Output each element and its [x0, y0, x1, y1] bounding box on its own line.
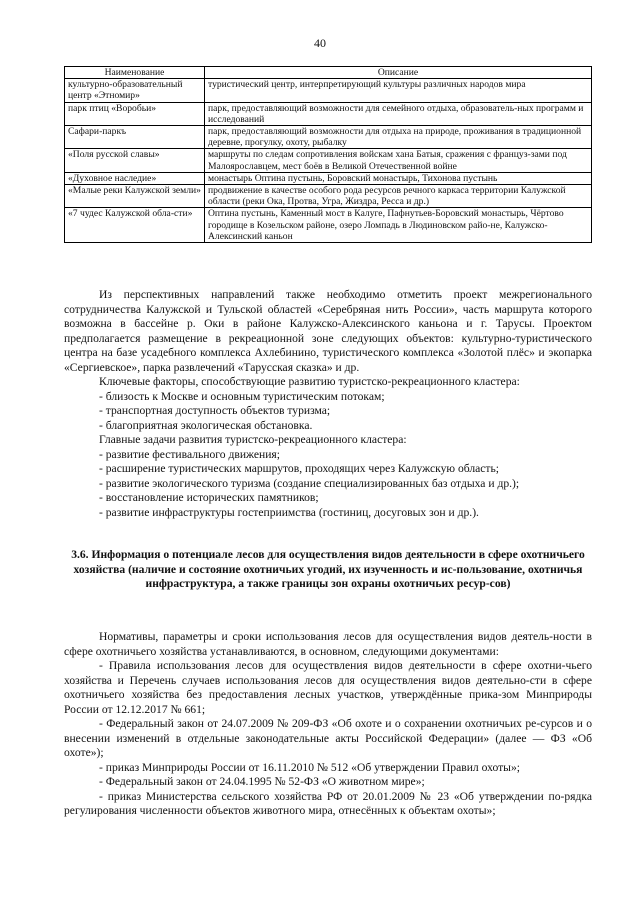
list-item: - благоприятная экологическая обстановка.: [99, 418, 313, 432]
list-item: - развитие экологического туризма (создание специализированных баз отдыха и др.);: [99, 476, 520, 490]
list-item: - развитие фестивального движения;: [99, 447, 280, 461]
table-row: [65, 79, 592, 102]
table-row: [65, 102, 592, 125]
table-row: [65, 208, 592, 243]
table-cell-description: туристический центр, интерпретирующий культуры различных народов мира: [205, 79, 592, 102]
table-header-row: [65, 67, 592, 79]
table-row: [65, 172, 592, 184]
table-row: [65, 126, 592, 149]
table-cell-description: парк, предоставляющий возможности для отдыха на природе, проживания в традиционной деревне, прогулку, охоту, рыбалку: [205, 126, 592, 149]
column-header-description: Описание: [205, 67, 592, 79]
table-cell-name: «Поля русской славы»: [65, 149, 205, 172]
table-cell-description: маршруты по следам сопротивления войскам хана Батыя, сражения с француз-зами под Малоярославцем, мест боёв в Великой Отечественной войне: [205, 149, 592, 172]
paragraph: - Федеральный закон от 24.04.1995 № 52-ФЗ «О животном мире»;: [99, 775, 425, 788]
regulations-text-block: [64, 630, 592, 819]
tasks-heading: Главные задачи развития туристско-рекреационного кластера:: [99, 433, 407, 446]
table-cell-name: парк птиц «Воробьи»: [65, 102, 205, 125]
table-cell-name: «Духовное наследие»: [65, 172, 205, 184]
column-header-name: Наименование: [65, 67, 205, 79]
paragraph: - Правила использования лесов для осуществления видов деятельности в сфере охотни-чьего хозяйства и Перечень случаев использования лесов для осуществления видов деятельно-сти в сфере охотничьего хозяйства без предоставления лесных участков, утверждённые прика-зом Минприроды России от 12.12.2017 № 661;: [64, 659, 592, 716]
table-cell-name: «7 чудес Калужской обла-сти»: [65, 208, 205, 243]
cluster-text-block: [64, 288, 592, 520]
paragraph: - приказ Минприроды России от 16.11.2010 № 512 «Об утверждении Правил охоты»;: [99, 760, 520, 774]
table-cell-description: монастырь Оптина пустынь, Боровский монастырь, Тихонова пустынь: [205, 172, 592, 184]
table-row: [65, 185, 592, 208]
table-cell-name: культурно-образовательный центр «Этномир»: [65, 79, 205, 102]
list-item: - транспортная доступность объектов туризма;: [99, 404, 331, 417]
table-cell-description: парк, предоставляющий возможности для семейного отдыха, образователь-ных программ и исследований: [205, 102, 592, 125]
paragraph: Нормативы, параметры и сроки использования лесов для осуществления видов деятель-ности в сфере охотничьего хозяйства устанавливаются, в основном, следующими документами:: [64, 630, 592, 658]
tourism-objects-table: [64, 66, 592, 243]
table-cell-name: Сафари-паркъ: [65, 126, 205, 149]
intro-paragraph: Из перспективных направлений также необходимо отметить проект межрегионального сотрудничества Калужской и Тульской областей «Серебряная нить России», часть маршрута которого возможна в бассейне р. Оки в районе Калужско-Алексинского каньона и г. Тарусы. Проектом предполагается размещение в рекреационной зоне следующих объектов: культурно-туристического центра на базе усадебного комплекса Ахлебинино, туристического комплекса «Золотой плёс» и экопарка «Сергиевское», парка развлечений «Тарусская сказка» и др.: [64, 288, 592, 374]
table-cell-name: «Малые реки Калужской земли»: [65, 185, 205, 208]
list-item: - близость к Москве и основным туристическим потокам;: [99, 389, 385, 403]
paragraph: - Федеральный закон от 24.07.2009 № 209-ФЗ «Об охоте и о сохранении охотничьих ре-сурсов и о внесении изменений в отдельные законодательные акты Российской Федерации» (далее — ФЗ «Об охоте»);: [64, 717, 592, 759]
list-item: - развитие инфраструктуры гостеприимства (гостиниц, досуговых зон и др.).: [99, 505, 479, 519]
section-heading: 3.6. Информация о потенциале лесов для осуществления видов деятельности в сфере охотничьего хозяйства (наличие и состояние охотничьих угодий, их изученность и ис-пользование, охотничья инфраструктура, а также границы зон охраны охотничьих ресур-сов): [71, 548, 585, 590]
list-item: - восстановление исторических памятников;: [99, 491, 319, 504]
paragraph: - приказ Министерства сельского хозяйства РФ от 20.01.2009 № 23 «Об утверждении по-рядка регулирования численности объектов животного мира, отнесённых к объектам охоты»;: [64, 789, 592, 817]
key-factors-heading: Ключевые факторы, способствующие развитию туристско-рекреационного кластера:: [99, 375, 520, 388]
list-item: - расширение туристических маршрутов, проходящих через Калужскую область;: [99, 462, 500, 475]
table-cell-description: продвижение в качестве особого рода ресурсов речного каркаса территории Калужской области (реки Ока, Протва, Угра, Жиздра, Ресса и др.): [205, 185, 592, 208]
page-number: 40: [314, 36, 326, 50]
table-row: [65, 149, 592, 172]
table-cell-description: Оптина пустынь, Каменный мост в Калуге, Пафнутьев-Боровский монастырь, Чёртово городище в Козельском районе, озеро Ломпадь в Людиновском райо-не, Калужско-Алексинский каньон: [205, 208, 592, 243]
